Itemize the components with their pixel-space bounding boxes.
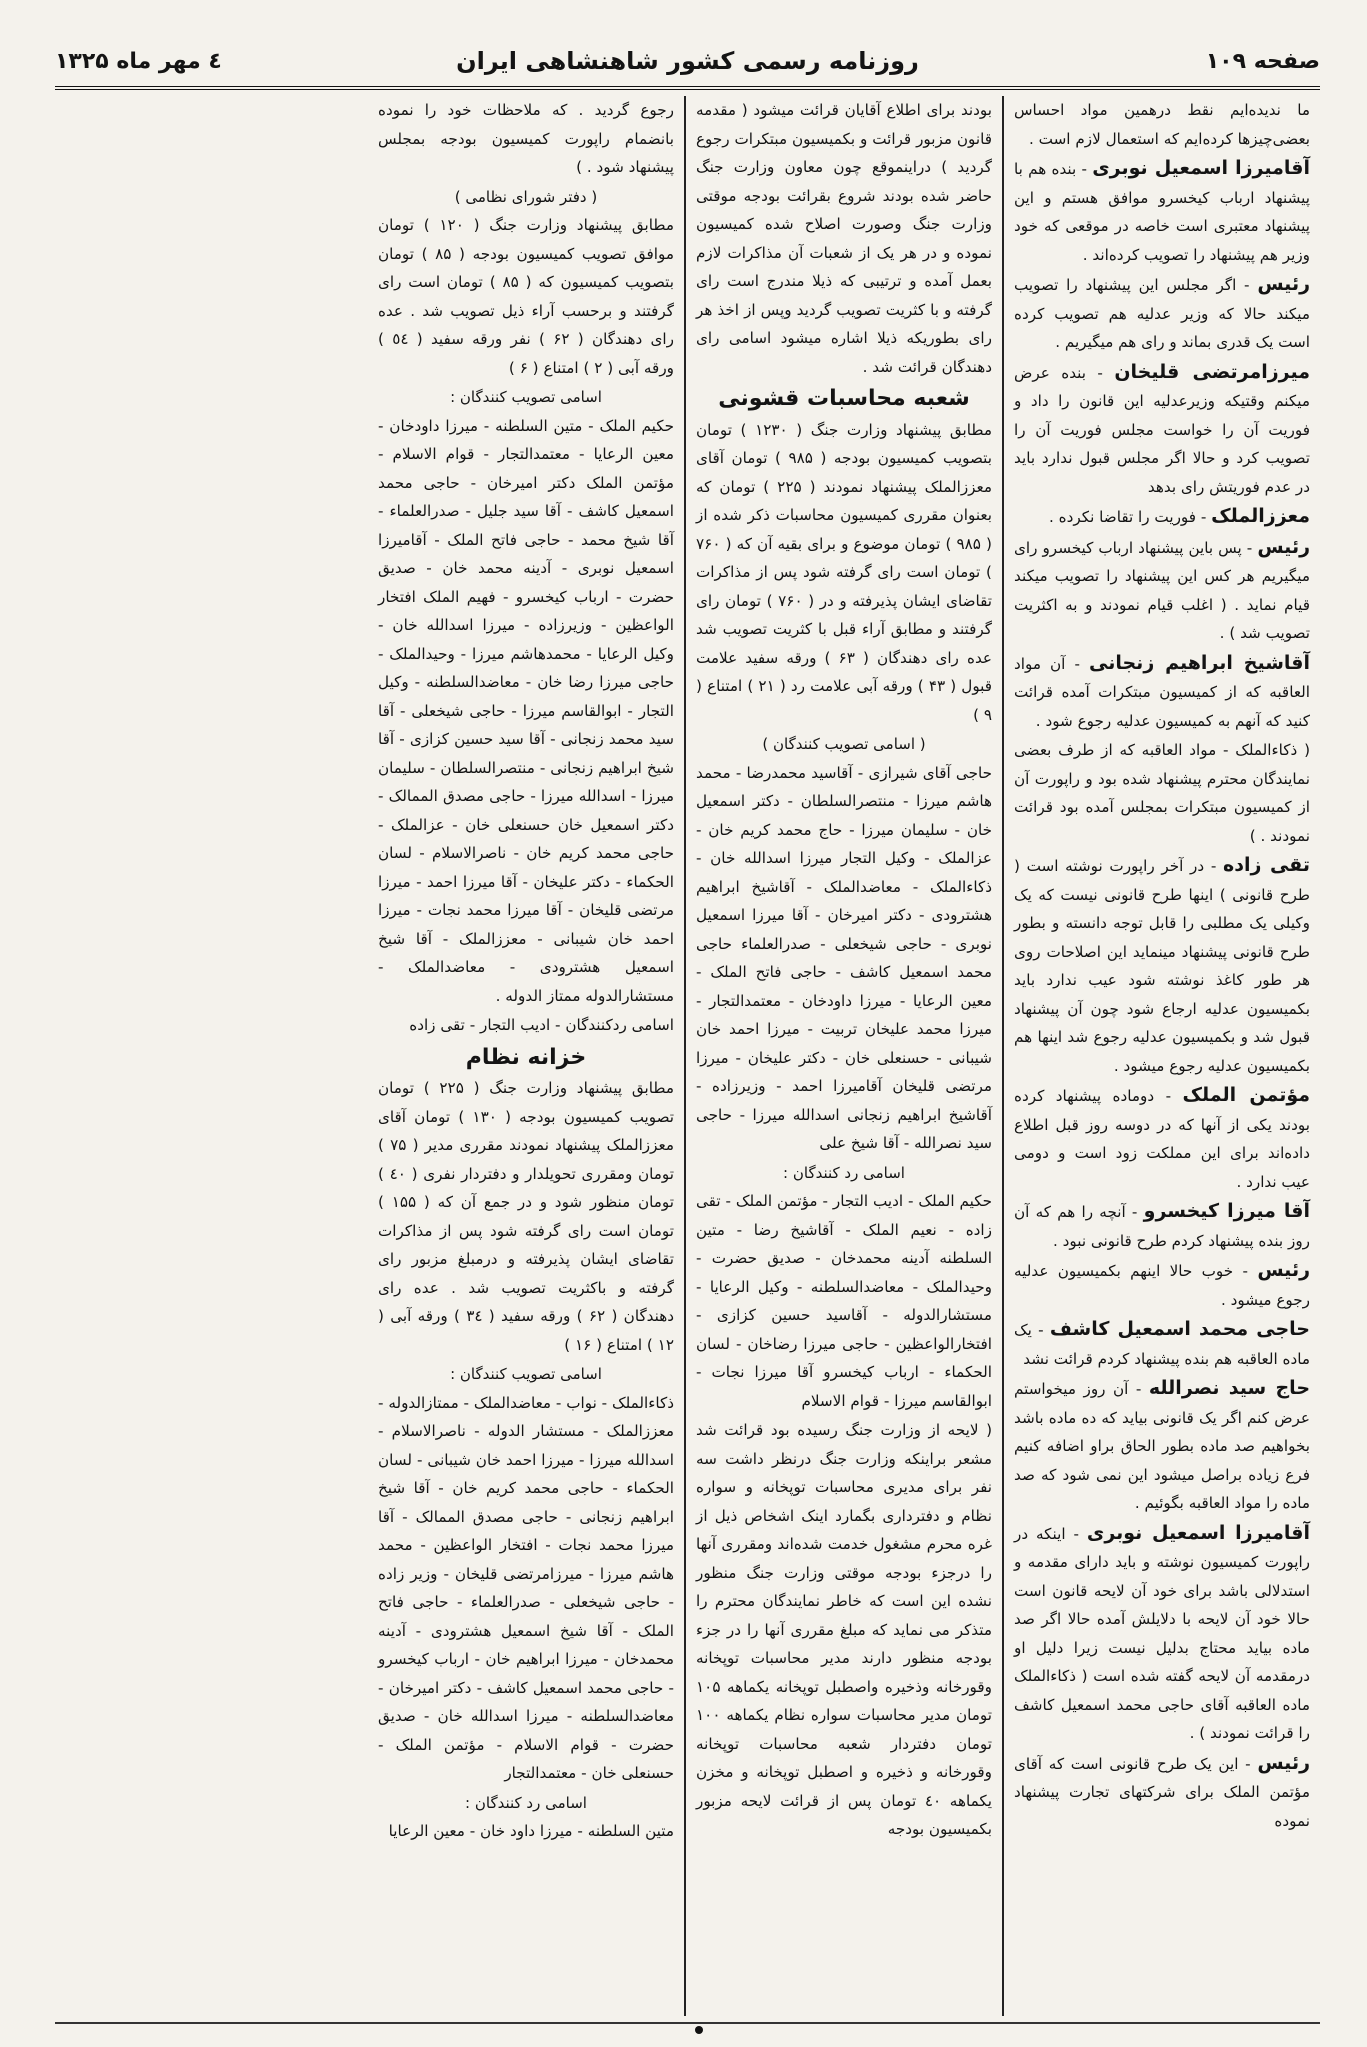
paragraph: مطابق پیشنهاد وزارت جنگ ( ۱۲۰ ) تومان موافق تصویب کمیسیون بودجه ( ۸۵ ) تومان بتصویب کمیسیون که ( ۸۵ ) تومان است رای گرفتند و برحسب آراء ذیل تصویب شد . عده رای دهندگان ( ۶۲ ) نفر ورقه سفید ( ٥٤ ) ورقه آبی ( ۲ ) امتناع ( ۶ ) bbox=[378, 216, 674, 377]
paragraph: ( ذکاءالملک - مواد العاقبه که از طرف بعضی نمایندگان محترم پیشنهاد شده بود و راپورت آن از کمیسیون مبتکرات بمجلس آمده بود قرائت نمودند . ) bbox=[1014, 741, 1310, 845]
speaker-name: آقا میرزا کیخسرو bbox=[1143, 1200, 1310, 1222]
paragraph: آقامیرزا اسمعیل نوبری - بنده هم با پیشنهاد ارباب کیخسرو موافق هستم و این پیشنهاد معتبری است خاصه در موقعی که خود وزیر هم پیشنهاد را تصویب کرده‌اند . bbox=[1014, 157, 1310, 264]
paragraph: مطابق پیشنهاد وزارت جنگ ( ۱۲۳۰ ) تومان بتصویب کمیسیون بودجه ( ۹۸۵ ) تومان آقای معززالملک پیشنهاد نمودند ( ۲۲۵ ) تومان که بعنوان مقرری کمیسیون محاسبات ذکر شده از ( ۹۸۵ ) تومان موضوع و برای بقیه آن که ( ۷۶۰ ) تومان است رای گرفته شود پس از مذاکرات تقاضای ایشان پذیرفته و در ( ۷۶۰ ) تومان رای گرفتند و مطابق آراء قبل با کثریت تصویب شد عده رای دهندگان ( ۶۳ ) ورقه سفید علامت قبول ( ۴۳ ) ورقه آبی علامت رد ( ۲۱ ) امتناع ( ۹ ) bbox=[696, 420, 993, 724]
page-number: صفحه ۱۰۹ bbox=[1205, 48, 1320, 74]
paragraph: ( لایحه از وزارت جنگ رسیده بود قرائت شد مشعر براینکه وزارت جنگ درنظر داشت سه نفر برای مدیری محاسبات توپخانه و سواره نظام و دفترداری بگمارد اینک اشخاص ذیل از غره محرم مشغول خدمت شده‌اند ومقرری آنها را درجزء بودجه موقتی وزارت جنگ منظور نشده این است که خاطر نمایندگان محترم را متذکر می نماید که مبلغ مقرری آنها را در جزء بودجه منظور دارند مدیر محاسبات توپخانه وقورخانه وذخیره واصطبل توپخانه یکماهه ۱۰۵ تومان مدیر محاسبات سواره نظام یکماهه ۱۰۰ تومان دفتردار شعبه محاسبات توپخانه وقورخانه و ذخیره و اصطبل توپخانه و مخزن یکماهه ٤٠ تومان پس از قرائت لایحه مزبور بکمیسیون بودجه bbox=[696, 1421, 992, 1838]
newspaper-title: روزنامه رسمی کشور شاهنشاهی ایران bbox=[456, 47, 919, 75]
paragraph: رئیس - پس باین پیشنهاد ارباب کیخسرو رای میگیریم هر کس این پیشنهاد را تصویب میکند قیام نماید . ( اغلب قیام نمودند و به اکثریت تصویب شد ) . bbox=[1014, 535, 1311, 642]
speaker-name: حاجی محمد اسمعیل کاشف bbox=[1049, 1318, 1310, 1340]
paragraph: آقا میرزا کیخسرو - آنچه را هم که آن روز بنده پیشنهاد کردم طرح قانونی نبود . bbox=[1014, 1200, 1310, 1250]
section-subheading: ( دفتر شورای نظامی ) bbox=[454, 187, 598, 206]
paragraph: ما ندیده‌ایم نقط درهمین مواد احساس بعضی‌چیزها کرده‌ایم که استعمال لازم است . bbox=[1014, 101, 1310, 148]
paragraph: اسامی ردکنندگان - ادیب التجار - تقی زاده bbox=[409, 1016, 674, 1034]
paragraph: رئیس - این یک طرح قانونی است که آقای مؤتمن الملک برای شرکتهای تجارت پیشنهاد نموده bbox=[1014, 1751, 1311, 1830]
columns bbox=[55, 96, 1320, 2016]
list-heading: اسامی رد کنندگان : bbox=[465, 1793, 587, 1812]
issue-date: ٤ مهر ماه ۱۳۲۵ bbox=[55, 48, 222, 74]
column-1 bbox=[1004, 96, 1320, 2016]
section-heading: شعبه محاسبات قشونی bbox=[718, 386, 970, 411]
section-heading: خزانه نظام bbox=[465, 1044, 587, 1070]
name-list: متین السلطنه - میرزا داود خان - معین الرعایا bbox=[388, 1822, 674, 1840]
paragraph: رئیس - خوب حالا اینهم بکمیسیون عدلیه رجوع میشود . bbox=[1014, 1259, 1311, 1309]
paragraph: مطابق پیشنهاد وزارت جنگ ( ۲۲۵ ) تومان تصویب کمیسیون بودجه ( ۱۳۰ ) تومان آقای معززالملک پیشنهاد نمودند مقرری مدیر ( ۷۵ ) تومان ومقرری تحویلدار و دفتردار نفری ( ٤۰ ) تومان منظور شود و در جمع آن که ( ۱۵۵ ) تومان است رای گرفته شود پس از مذاکرات تقاضای ایشان پذیرفته و درمبلغ مزبور رای گرفته و باکثریت تصویب شد . عده رای دهندگان ( ۶۲ ) ورقه سفید ( ۳٤ ) ورقه آبی ( ۱۲ ) امتناع ( ۱۶ ) bbox=[378, 1079, 675, 1354]
speaker-name: معززالملک bbox=[1211, 505, 1310, 527]
newspaper-page bbox=[55, 20, 1320, 2035]
speaker-name: رئیس bbox=[1257, 1751, 1311, 1774]
speaker-name: آقامیرزا اسمعیل نوبری bbox=[1092, 157, 1310, 179]
paragraph: آقامیرزا اسمعیل نوبری - اینکه در راپورت کمیسیون نوشته و باید دارای مقدمه و استدلالی باشد برای خود آن لایحه قانون است حالا خود آن لایحه با دلایلش آمده حالا اگر صد ماده بیاید محتاج بدلیل نیست زیرا دلیل او درمقدمه آن لایحه گفته شده است ( ذکاءالملک ماده العاقبه آقای حاجی محمد اسمعیل کاشف را قرائت نمودند ) . bbox=[1014, 1521, 1310, 1742]
name-list: حکیم الملک - ادیب التجار - مؤتمن الملک - تقی زاده - نعیم الملک - آقاشیخ رضا - متین السلطنه آدینه محمدخان - صدیق حضرت - وحیدالملک - معاضدالسلطنه - وکیل الرعایا - مستشارالدوله - آقاسید حسین کزازی - افتخارالواعظین - حاجی میرزا رضاخان - لسان الحکماء - ارباب کیخسرو آقا میرزا نجات - ابوالقاسم میرزا - قوام الاسلام bbox=[696, 1192, 992, 1410]
name-list: حاجی آقای شیرازی - آقاسید محمدرضا - محمد هاشم میرزا - منتصرالسلطان - دکتر اسمعیل خان - سلیمان میرزا - حاج محمد کریم خان - عزالملک - وکیل التجار میرزا اسدالله خان - ذکاءالملک - معاضدالملک - آقاشیخ ابراهیم هشترودی - دکتر امیرخان - آقا میرزا اسمعیل نوبری - حاجی شیخعلی - صدرالعلماء حاجی محمد اسمعیل کاشف - حاجی فاتح الملک - معین الرعایا - میرزا داودخان - معتمدالتجار - میرزا محمد علیخان تربیت - میرزا احمد خان شیبانی - حسنعلی خان - دکتر علیخان - میرزا مرتضی قلیخان آقامیرزا احمد - وزیرزاده - آقاشیخ ابراهیم زنجانی اسدالله میرزا - حاجی سید نصرالله - آقا شیخ علی bbox=[696, 763, 992, 1152]
speaker-name: رئیس bbox=[1257, 273, 1311, 295]
column-divider bbox=[684, 96, 686, 2016]
footer-rule bbox=[55, 2022, 1320, 2024]
masthead-rule bbox=[55, 86, 1320, 90]
paragraph: بودند برای اطلاع آقایان قرائت میشود ( مقدمه قانون مزبور قرائت و بکمیسیون مبتکرات رجوع گردید ) دراینموقع چون معاون وزارت جنگ حاضر شده بودند شروع بقرائت بودجه موقتی وزارت جنگ وصورت اصلاح شده کمیسیون نموده و در هر یک از شعبات آن مذاکرات لازم بعمل آمده و ترتیبی که ذیلا مندرج است رای گرفته و با کثریت تصویب گردید وپس از اخذ هر رای بطوریکه ذیلا اشاره میشود اسامی رای دهندگان قرائت شد . bbox=[696, 101, 992, 376]
speaker-name: رئیس bbox=[1257, 535, 1311, 558]
paragraph: معززالملک - فوریت را تقاضا نکرده . bbox=[1048, 505, 1310, 527]
column-3 bbox=[368, 96, 684, 2016]
speaker-name: مؤتمن الملک bbox=[1182, 1084, 1311, 1106]
list-heading: ( اسامی تصویب کنندگان ) bbox=[762, 735, 926, 753]
masthead bbox=[55, 38, 1320, 84]
name-list: حکیم الملک - متین السلطنه - میرزا داودخان - معین الرعایا - معتمدالتجار - قوام الاسلام - مؤتمن الملک دکتر امیرخان - حاجی محمد اسمعیل کاشف - آقا سید جلیل - صدرالعلماء - آقا شیخ محمد - حاجی فاتح الملک - آقامیرزا اسمعیل نوبری - آدینه محمد خان - صدیق حضرت - ارباب کیخسرو - فهیم الملک افتخار الواعظین - وزیرزاده - میرزا اسدالله خان - وکیل الرعایا - محمدهاشم میرزا - وحیدالملک - حاجی میرزا رضا خان - معاضدالسلطنه - وکیل التجار - ابوالقاسم میرزا - حاجی شیخعلی - آقا سید محمد زنجانی - آقا سید حسین کزازی - آقا شیخ ابراهیم زنجانی - منتصرالسلطان - سلیمان میرزا - اسدالله میرزا - حاجی مصدق الممالک - دکتر اسمعیل خان حسنعلی خان - عزالملک - حاجی محمد کریم خان - ناصرالاسلام - لسان الحکماء - دکتر علیخان - آقا میرزا احمد - میرزا مرتضی قلیخان - آقا میرزا محمد نجات - میرزا احمد خان شیبانی - معززالملک - آقا شیخ اسمعیل هشترودی - معاضدالملک - مستشارالدوله ممتاز الدوله . bbox=[378, 416, 674, 1005]
paragraph: مؤتمن الملک - دوماده پیشنهاد کرده بودند یکی از آنها که در دوسه روز قبل اطلاع داده‌اند برای این مملکت زود است و دومی عیب ندارد . bbox=[1014, 1084, 1311, 1191]
speaker-name: میرزامرتضی قلیخان bbox=[1114, 360, 1310, 383]
paragraph: رجوع گردید . که ملاحظات خود را نموده بانضمام راپورت کمیسیون بودجه بمجلس پیشنهاد شود . ) bbox=[378, 101, 674, 176]
speaker-name: آقامیرزا اسمعیل نوبری bbox=[1086, 1521, 1310, 1544]
paragraph: حاج سید نصرالله - آن روز میخواستم عرض کنم اگر یک قانونی بیاید که ده ماده باشد بخواهیم صد ماده بطور الحاق براو اضافه کنیم فرع زیاده براصل میشود این نمی شود که صد ماده را مواد العاقبه بگوئیم . bbox=[1014, 1377, 1311, 1512]
footer-dot bbox=[695, 2026, 703, 2034]
speaker-name: آقاشیخ ابراهیم زنجانی bbox=[1089, 651, 1310, 674]
paragraph: رئیس - اگر مجلس این پیشنهاد را تصویب میکند حالا که وزیر عدلیه هم تصویب کرده است یک قدری بماند و رای هم میگیریم . bbox=[1014, 273, 1311, 351]
speaker-name: تقی زاده bbox=[1223, 854, 1310, 876]
paragraph: حاجی محمد اسمعیل کاشف - یک ماده العاقبه هم بنده پیشنهاد کردم قرائت نشد bbox=[1014, 1318, 1310, 1368]
paragraph: آقاشیخ ابراهیم زنجانی - آن مواد العاقبه که از کمیسیون مبتکرات آمده قرائت کنید که آنهم به کمیسیون عدلیه رجوع شود . bbox=[1014, 651, 1310, 730]
list-heading: اسامی رد کنندگان : bbox=[783, 1163, 905, 1182]
paragraph: میرزامرتضی قلیخان - بنده عرض میکنم وقتیکه وزیرعدلیه این قانون را داد و فوریت آن را خواست مجلس فوریت آن را تصویب کرد و حالا اگر مجلس قبول ندارد باید در عدم فوریتش رای بدهد bbox=[1014, 360, 1310, 496]
paragraph: تقی زاده - در آخر راپورت نوشته است ( طرح قانونی ) اینها طرح قانونی نیست که یک وکیلی یک مطلبی را قابل توجه دانسته و بطور طرح قانونی پیشنهاد مینماید این اصلاحات روی هر طور کاغذ نوشته شود عیب ندارد باید بکمیسیون عدلیه ارجاع شود چون آن پیشنهاد قبول شد و بکمیسیون عدلیه رجوع شد اینها هم بکمیسیون عدلیه رجوع میشود . bbox=[1014, 854, 1310, 1075]
column-2 bbox=[686, 96, 1002, 2016]
speaker-name: حاج سید نصرالله bbox=[1148, 1377, 1311, 1399]
list-heading: اسامی تصویب کنندگان : bbox=[450, 1365, 602, 1383]
list-heading: اسامی تصویب کنندگان : bbox=[450, 388, 602, 406]
column-divider bbox=[1002, 96, 1004, 2016]
name-list: ذکاءالملک - نواب - معاضدالملک - ممتازالدوله - معززالملک - مستشار الدوله - ناصرالاسلام - اسدالله میرزا - میرزا احمد خان شیبانی - لسان الحکماء - حاجی محمد کریم خان - آقا شیخ ابراهیم زنجانی - حاجی مصدق الممالک - آقا میرزا محمد نجات - افتخار الواعظین - محمد هاشم میرزا - میرزامرتضی قلیخان - وزیر زاده - حاجی شیخعلی - صدرالعلماء - حاجی فاتح الملک - آقا شیخ اسمعیل هشترودی - آدینه محمدخان - میرزا ابراهیم خان - ارباب کیخسرو - حاجی محمد اسمعیل کاشف - دکتر امیرخان - معاضدالسلطنه - میرزا اسدالله خان - صدیق حضرت - قوام الاسلام - مؤتمن الملک - حسنعلی خان - معتمدالتجار bbox=[378, 1393, 674, 1782]
speaker-name: رئیس bbox=[1257, 1259, 1311, 1281]
